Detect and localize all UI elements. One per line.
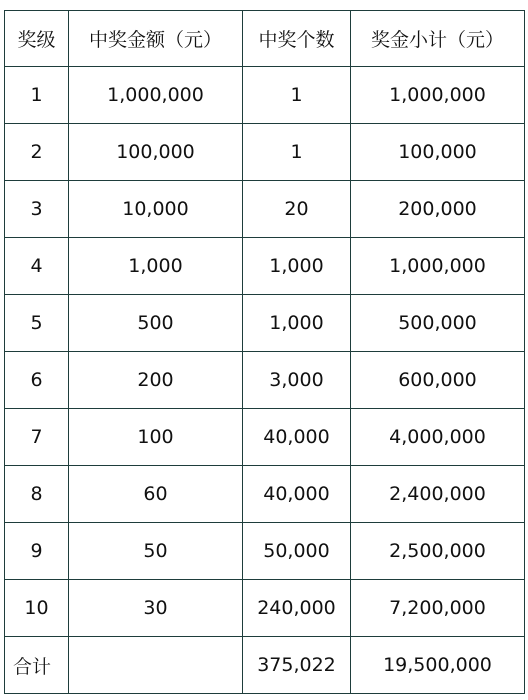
table-row [5, 466, 525, 523]
prize-subtotal-cell: 600,000 [351, 352, 525, 409]
winner-count-cell: 50,000 [243, 523, 351, 580]
prize-subtotal-cell: 1,000,000 [351, 67, 525, 124]
total-row [5, 637, 525, 694]
winner-count-cell: 1,000 [243, 238, 351, 295]
prize-level-cell: 2 [5, 124, 69, 181]
total-count-cell: 375,022 [243, 637, 351, 694]
prize-amount-cell: 50 [69, 523, 243, 580]
prize-amount-cell: 1,000,000 [69, 67, 243, 124]
table-row [5, 352, 525, 409]
prize-amount-cell: 30 [69, 580, 243, 637]
prize-subtotal-cell: 2,500,000 [351, 523, 525, 580]
prize-amount-cell: 500 [69, 295, 243, 352]
prize-subtotal-cell: 4,000,000 [351, 409, 525, 466]
winner-count-cell: 40,000 [243, 409, 351, 466]
winner-count-cell: 1,000 [243, 295, 351, 352]
header-winner-count: 中奖个数 [243, 11, 351, 67]
prize-subtotal-cell: 200,000 [351, 181, 525, 238]
prize-amount-cell: 1,000 [69, 238, 243, 295]
prize-amount-cell: 10,000 [69, 181, 243, 238]
winner-count-cell: 20 [243, 181, 351, 238]
table-row [5, 124, 525, 181]
prize-table-container [4, 10, 524, 694]
prize-subtotal-cell: 100,000 [351, 124, 525, 181]
table-row [5, 295, 525, 352]
winner-count-cell: 1 [243, 124, 351, 181]
prize-subtotal-cell: 2,400,000 [351, 466, 525, 523]
prize-level-cell: 8 [5, 466, 69, 523]
prize-amount-cell: 60 [69, 466, 243, 523]
prize-amount-cell: 200 [69, 352, 243, 409]
prize-level-cell: 6 [5, 352, 69, 409]
header-prize-amount: 中奖金额（元） [69, 11, 243, 67]
winner-count-cell: 40,000 [243, 466, 351, 523]
prize-level-cell: 9 [5, 523, 69, 580]
header-prize-level: 奖级 [5, 11, 69, 67]
prize-subtotal-cell: 500,000 [351, 295, 525, 352]
table-body [5, 67, 525, 694]
table-row [5, 238, 525, 295]
table-row [5, 67, 525, 124]
table-row [5, 181, 525, 238]
prize-level-cell: 4 [5, 238, 69, 295]
total-amount-cell [69, 637, 243, 694]
prize-subtotal-cell: 1,000,000 [351, 238, 525, 295]
prize-level-cell: 10 [5, 580, 69, 637]
prize-table [4, 10, 525, 694]
prize-level-cell: 1 [5, 67, 69, 124]
header-prize-subtotal: 奖金小计（元） [351, 11, 525, 67]
prize-amount-cell: 100,000 [69, 124, 243, 181]
winner-count-cell: 1 [243, 67, 351, 124]
table-row [5, 523, 525, 580]
header-row [5, 11, 525, 67]
table-row [5, 409, 525, 466]
total-label: 合计 [5, 637, 69, 694]
winner-count-cell: 3,000 [243, 352, 351, 409]
prize-level-cell: 3 [5, 181, 69, 238]
prize-amount-cell: 100 [69, 409, 243, 466]
winner-count-cell: 240,000 [243, 580, 351, 637]
prize-level-cell: 7 [5, 409, 69, 466]
prize-subtotal-cell: 7,200,000 [351, 580, 525, 637]
total-subtotal-cell: 19,500,000 [351, 637, 525, 694]
table-row [5, 580, 525, 637]
prize-level-cell: 5 [5, 295, 69, 352]
